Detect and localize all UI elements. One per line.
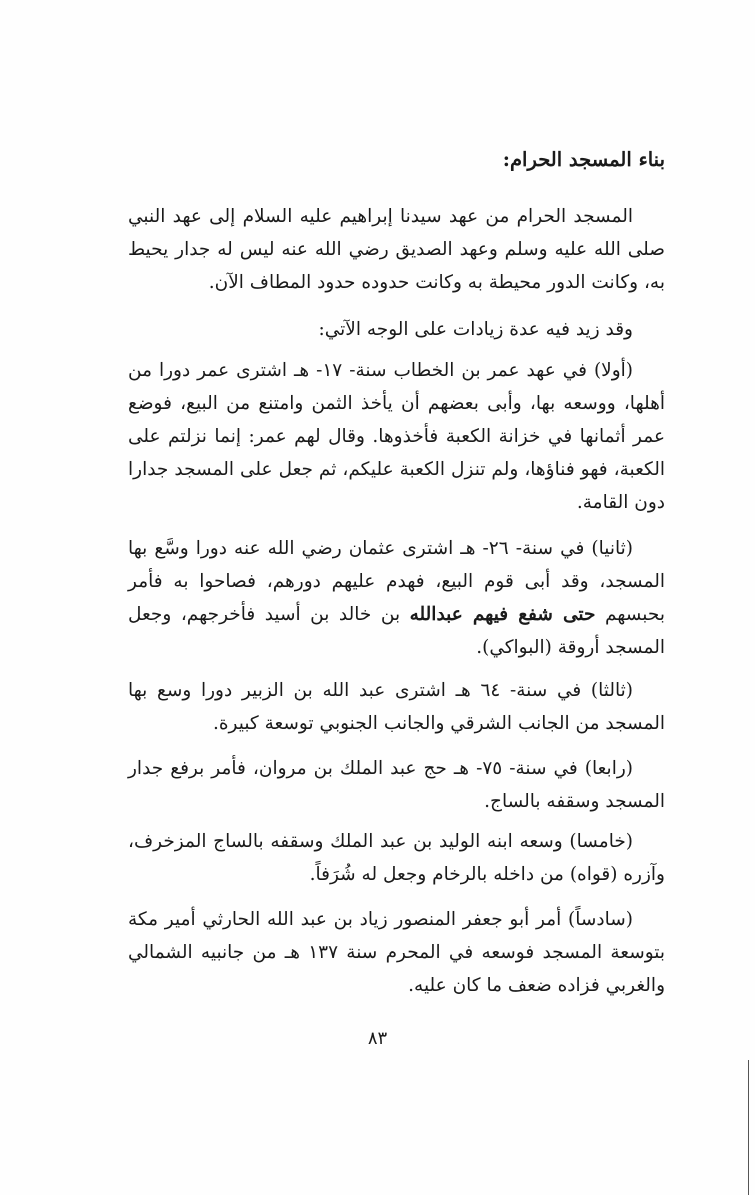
paragraph-3 — [128, 354, 665, 519]
paragraph-2 — [128, 313, 665, 346]
paragraph-6 — [128, 752, 665, 818]
paragraph-8 — [128, 903, 665, 1002]
paragraph-text: (خامسا) وسعه ابنه الوليد بن عبد الملك وسقفه بالساج المزخرف، وآزره (قواه) من داخله بالرخام وجعل له شُرَفاً. — [128, 831, 665, 885]
paragraph-text: (ثالثا) في سنة- ٦٤ هـ اشترى عبد الله بن الزبير دورا وسع بها المسجد من الجانب الشرقي والجانب الجنوبي توسعة كبيرة. — [128, 680, 665, 734]
paragraph-4 — [128, 532, 665, 664]
paragraph-text — [128, 532, 665, 664]
bold-phrase: حتى شفع فيهم عبدالله — [409, 604, 596, 625]
paragraph-text: وقد زيد فيه عدة زيادات على الوجه الآتي: — [318, 319, 633, 340]
section-heading: بناء المسجد الحرام: — [502, 148, 665, 171]
paragraph-text: (سادساً) أمر أبو جعفر المنصور زياد بن عبد الله الحارثي أمير مكة بتوسعة المسجد فوسعه في المحرم سنة ١٣٧ هـ من جانبيه الشمالي والغربي فزاده ضعف ما كان عليه. — [128, 909, 665, 996]
page-number: ٨٣ — [367, 1028, 388, 1049]
paragraph-text-part: بن خالد بن أسيد فأخرجهم، وجعل المسجد أروقة — [128, 604, 665, 658]
paragraph-5 — [128, 674, 665, 740]
paragraph-text: المسجد الحرام من عهد سيدنا إبراهيم عليه السلام إلى عهد النبي صلى الله عليه وسلم وعهد الصديق رضي الله عنه ليس له جدار يحيط به، وكانت الدور محيطة به وكانت حدوده حدود المطاف الآن. — [128, 206, 665, 293]
paragraph-text: (أولا) في عهد عمر بن الخطاب سنة- ١٧- هـ اشترى عمر دورا من أهلها، ووسعه بها، وأبى بعضهم أن يأخذ الثمن وامتنع من البيع، فوضع عمر أثمانها في خزانة الكعبة فأخذوها. وقال لهم عمر: إنما نزلتم على الكعبة، فهو فناؤها، ولم تنزل الكعبة عليكم، ثم جعل على المسجد جدارا دون القامة. — [128, 360, 665, 513]
paragraph-text-part: (البواكي). — [476, 637, 552, 658]
paragraph-1 — [128, 200, 665, 299]
paragraph-text-part: (ثانيا) في سنة- ٢٦- هـ اشترى عثمان رضي الله عنه دورا وسَّع بها المسجد، وقد أبى قوم البيع، فهدم عليهم دورهم، فصاحوا به فأمر بحبسهم — [128, 538, 665, 625]
page-edge-line — [748, 1060, 749, 1195]
paragraph-7 — [128, 825, 665, 891]
paragraph-text: (رابعا) في سنة- ٧٥- هـ حج عبد الملك بن مروان، فأمر برفع جدار المسجد وسقفه بالساج. — [128, 758, 665, 812]
